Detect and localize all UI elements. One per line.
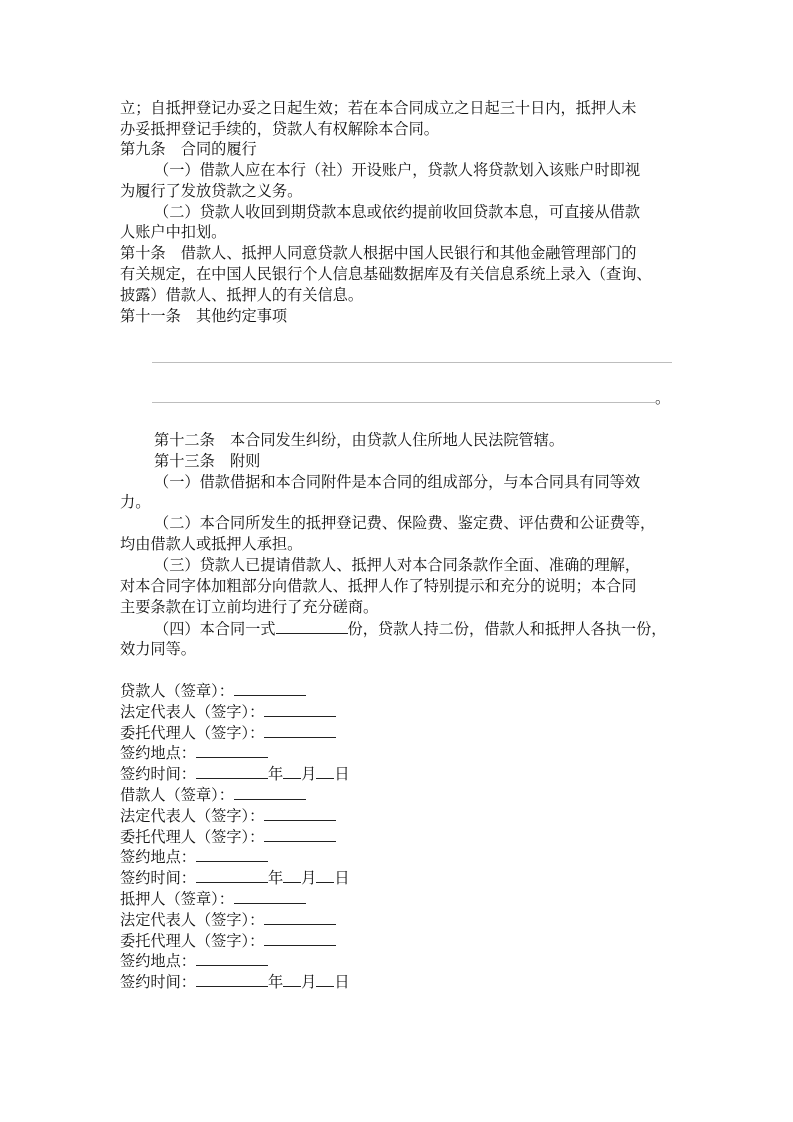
article-11-title: 第十一条 其他约定事项 xyxy=(120,307,288,325)
signature-rep xyxy=(120,701,336,722)
article-10-line: 披露）借款人、抵押人的有关信息。 xyxy=(120,286,363,304)
paragraph-line: 办妥抵押登记手续的，贷款人有权解除本合同。 xyxy=(120,120,439,138)
signature-label: 法定代表人（签字）： xyxy=(120,703,265,721)
signature-agent xyxy=(120,826,336,847)
signature-place xyxy=(120,950,268,971)
signature-blank[interactable] xyxy=(264,701,336,717)
signature-blank[interactable] xyxy=(264,930,336,946)
signature-label: 抵押人（签章）： xyxy=(120,890,234,908)
paragraph-line: （三）贷款人已提请借款人、抵押人对本合同条款作全面、准确的理解， xyxy=(154,556,640,574)
signature-label: 委托代理人（签字）： xyxy=(120,932,265,950)
signature-agent xyxy=(120,930,336,951)
signature-label: 签约地点： xyxy=(120,744,196,762)
paragraph-line: 效力同等。 xyxy=(120,640,196,658)
signature-blank[interactable] xyxy=(196,846,268,862)
signature-label: 法定代表人（签字）： xyxy=(120,911,265,929)
fill-in-line[interactable] xyxy=(152,362,672,363)
article-13-title: 第十三条 附则 xyxy=(154,452,261,470)
copies-suffix: 份，贷款人持二份，借款人和抵押人各执一份， xyxy=(347,620,667,638)
signature-blank[interactable] xyxy=(264,805,336,821)
day-label: 日 xyxy=(334,765,350,783)
paragraph-line: （一）借款借据和本合同附件是本合同的组成部分，与本合同具有同等效 xyxy=(154,473,640,491)
signature-blank[interactable] xyxy=(264,722,336,738)
paragraph-line: （一）借款人应在本行（社）开设账户，贷款人将贷款划入该账户时即视 xyxy=(154,161,640,179)
paragraph-line: （二）本合同所发生的抵押登记费、保险费、鉴定费、评估费和公证费等， xyxy=(154,514,656,532)
day-label: 日 xyxy=(334,869,350,887)
fill-in-line[interactable] xyxy=(152,402,655,403)
month-blank[interactable] xyxy=(283,763,301,779)
paragraph-line: 人账户中扣划。 xyxy=(120,223,227,241)
line-end-period: 。 xyxy=(655,389,671,407)
year-label: 年 xyxy=(267,973,284,991)
signature-label: 贷款人（签章）： xyxy=(120,682,234,700)
month-blank[interactable] xyxy=(283,867,301,883)
signature-label: 委托代理人（签字）： xyxy=(120,724,265,742)
paragraph-line: （二）贷款人收回到期贷款本息或依约提前收回贷款本息，可直接从借款 xyxy=(154,203,640,221)
paragraph-line: 均由借款人或抵押人承担。 xyxy=(120,535,303,553)
month-blank[interactable] xyxy=(283,971,301,987)
month-label: 月 xyxy=(301,869,317,887)
signature-time xyxy=(120,867,350,888)
signature-rep xyxy=(120,909,336,930)
signature-time xyxy=(120,971,350,992)
signature-blank[interactable] xyxy=(264,826,336,842)
article-12: 第十二条 本合同发生纠纷，由贷款人住所地人民法院管辖。 xyxy=(154,431,565,449)
year-blank[interactable] xyxy=(196,867,268,883)
article-10-line: 有关规定，在中国人民银行个人信息基础数据库及有关信息系统上录入（查询、 xyxy=(120,265,652,283)
signature-party xyxy=(120,784,306,805)
signature-blank[interactable] xyxy=(234,888,306,904)
signature-place xyxy=(120,846,268,867)
year-label: 年 xyxy=(267,869,284,887)
signature-time xyxy=(120,763,350,784)
month-label: 月 xyxy=(301,765,317,783)
year-blank[interactable] xyxy=(196,763,268,779)
year-label: 年 xyxy=(267,765,284,783)
signature-label: 签约地点： xyxy=(120,848,196,866)
signature-party xyxy=(120,888,306,909)
signature-blank[interactable] xyxy=(234,680,306,696)
article-9-title: 第九条 合同的履行 xyxy=(120,140,257,158)
signature-label: 签约时间： xyxy=(120,973,196,991)
signature-agent xyxy=(120,722,336,743)
paragraph-line: 对本合同字体加粗部分向借款人、抵押人作了特别提示和充分的说明；本合同 xyxy=(120,577,637,595)
signature-label: 法定代表人（签字）： xyxy=(120,807,265,825)
day-blank[interactable] xyxy=(316,971,334,987)
paragraph-line: 立；自抵押登记办妥之日起生效；若在本合同成立之日起三十日内，抵押人未 xyxy=(120,99,637,117)
month-label: 月 xyxy=(301,973,317,991)
signature-label: 签约地点： xyxy=(120,952,196,970)
copies-prefix: （四）本合同一式 xyxy=(154,620,276,638)
signature-label: 委托代理人（签字）： xyxy=(120,828,265,846)
signature-blank[interactable] xyxy=(264,909,336,925)
article-10-line: 第十条 借款人、抵押人同意贷款人根据中国人民银行和其他金融管理部门的 xyxy=(120,244,637,262)
day-label: 日 xyxy=(334,973,350,991)
day-blank[interactable] xyxy=(316,763,334,779)
paragraph-line xyxy=(154,618,666,639)
paragraph-line: 为履行了发放贷款之义务。 xyxy=(120,182,303,200)
signature-place xyxy=(120,742,268,763)
signature-blank[interactable] xyxy=(234,784,306,800)
signature-label: 签约时间： xyxy=(120,869,196,887)
paragraph-line: 力。 xyxy=(120,493,151,511)
signature-label: 签约时间： xyxy=(120,765,196,783)
day-blank[interactable] xyxy=(316,867,334,883)
signature-label: 借款人（签章）： xyxy=(120,786,234,804)
signature-rep xyxy=(120,805,336,826)
signature-blank[interactable] xyxy=(196,950,268,966)
copies-blank[interactable] xyxy=(276,618,348,634)
paragraph-line: 主要条款在订立前均进行了充分磋商。 xyxy=(120,598,379,616)
signature-blank[interactable] xyxy=(196,742,268,758)
year-blank[interactable] xyxy=(196,971,268,987)
signature-party xyxy=(120,680,306,701)
